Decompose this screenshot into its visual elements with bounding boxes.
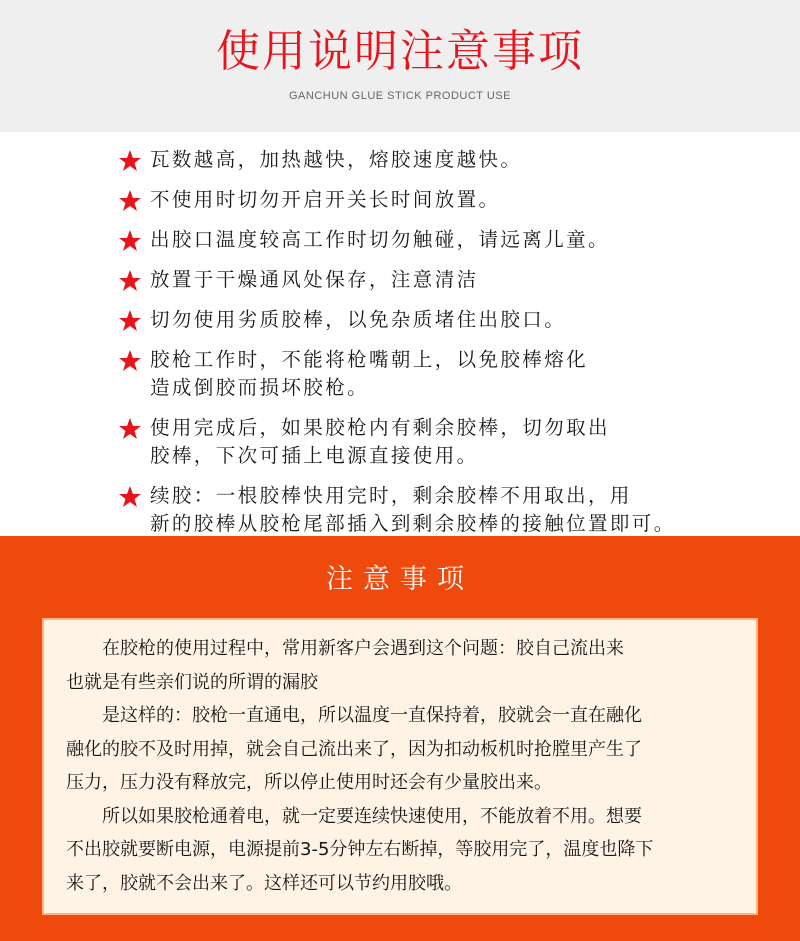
page-title: 使用说明注意事项: [216, 26, 584, 77]
list-item: [118, 186, 778, 214]
notice-line: 所以如果胶枪通着电，就一定要连续快速使用，不能放着不用。想要: [102, 805, 642, 827]
instruction-text: 瓦数越高，加热越快，熔胶速度越快。: [150, 148, 523, 171]
notice-line: 是这样的：胶枪一直通电，所以温度一直保持着，胶就会一直在融化: [102, 705, 642, 726]
list-item: [118, 306, 778, 334]
instruction-text: 不使用时切勿开启开关长时间放置。: [150, 188, 501, 211]
notice-box: [42, 618, 758, 915]
instruction-text: 出胶口温度较高工作时切勿触碰，请远离儿童。: [150, 228, 610, 251]
header-banner: [0, 0, 800, 132]
notice-title: 注意事项: [326, 564, 474, 595]
list-item: [118, 346, 778, 402]
list-item: [118, 226, 778, 254]
page-subtitle: GANCHUN GLUE STICK PRODUCT USE: [289, 90, 511, 102]
notice-line: 也就是有些亲们说的所谓的漏胶: [66, 671, 318, 693]
notice-section: [0, 536, 800, 941]
instruction-text: 续胶：一根胶棒快用完时，剩余胶棒不用取出，用 新的胶棒从胶枪尾部插入到剩余胶棒的接触位置即可。: [150, 484, 676, 535]
star-icon: [118, 349, 142, 373]
instruction-text: 放置于干燥通风处保存，注意清洁: [150, 268, 479, 291]
notice-line: 融化的胶不及时用掉，就会自己流出来了，因为扣动板机时抢膛里产生了: [66, 738, 642, 760]
notice-line: 不出胶就要断电源，电源提前3-5分钟左右断掉，等胶用完了，温度也降下: [66, 839, 654, 860]
list-item: [118, 482, 778, 538]
notice-line: 在胶枪的使用过程中，常用新客户会遇到这个问题：胶自己流出来: [102, 638, 624, 659]
star-icon: [118, 269, 142, 293]
star-icon: [118, 149, 142, 173]
instruction-text: 切勿使用劣质胶棒，以免杂质堵住出胶口。: [150, 308, 567, 331]
list-item: [118, 266, 778, 294]
star-icon: [118, 229, 142, 253]
notice-text: [66, 632, 746, 900]
star-icon: [118, 485, 142, 509]
notice-line: 来了，胶就不会出来了。这样还可以节约用胶哦。: [66, 872, 462, 894]
instruction-list: [118, 146, 778, 550]
list-item: [118, 146, 778, 174]
instruction-text: 使用完成后，如果胶枪内有剩余胶棒，切勿取出 胶棒，下次可插上电源直接使用。: [150, 416, 610, 467]
star-icon: [118, 189, 142, 213]
star-icon: [118, 417, 142, 441]
star-icon: [118, 309, 142, 333]
notice-line: 压力，压力没有释放完，所以停止使用时还会有少量胶出来。: [66, 772, 552, 793]
instruction-text: 胶枪工作时，不能将枪嘴朝上，以免胶棒熔化 造成倒胶而损坏胶枪。: [150, 348, 589, 399]
list-item: [118, 414, 778, 470]
